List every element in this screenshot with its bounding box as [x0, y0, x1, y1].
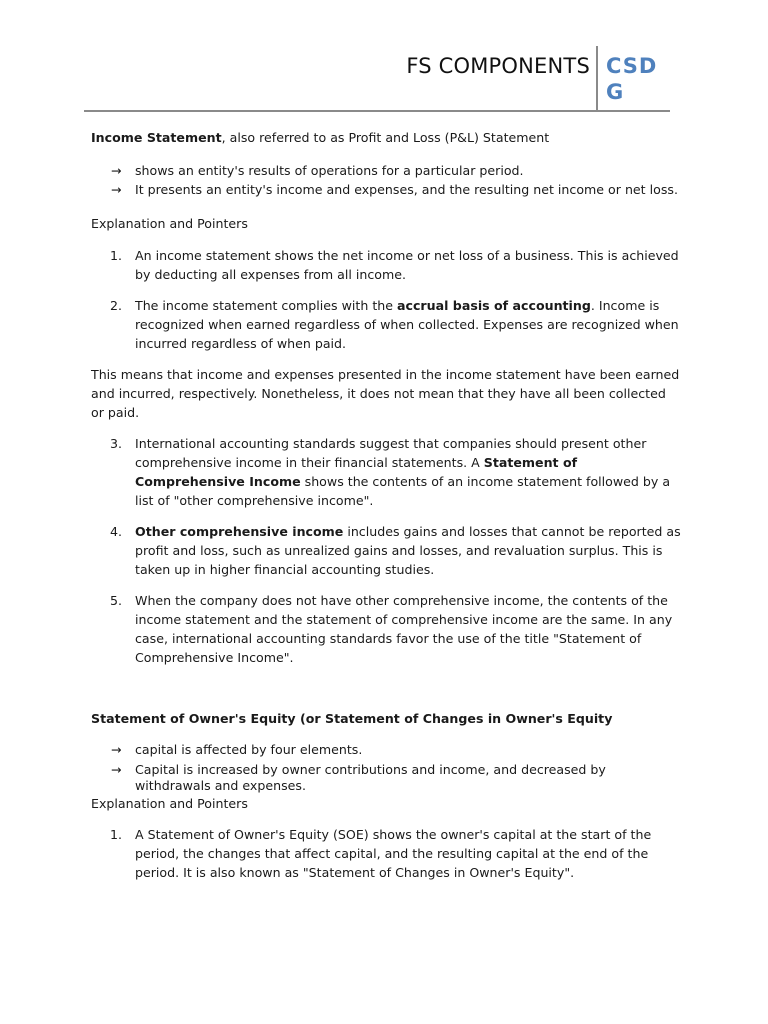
explanation-label: Explanation and Pointers: [91, 216, 248, 231]
bullet-text: shows an entity's results of operations for a particular period.: [135, 163, 524, 178]
item-text-pre: The income statement complies with the: [135, 298, 397, 313]
list-item: [111, 762, 681, 794]
owners-equity-heading: Statement of Owner's Equity (or Statement of Changes in Owner's Equity: [91, 711, 613, 726]
income-statement-term: Income Statement: [91, 130, 222, 145]
bullet-text: Capital is increased by owner contributions and income, and decreased by withdrawals and expenses.: [135, 762, 606, 793]
item-number: 1.: [110, 827, 123, 842]
header-vertical-divider: [596, 46, 598, 112]
item-number: 2.: [110, 298, 123, 313]
list-item: [110, 246, 681, 284]
brand-logo-text: CSDG: [606, 54, 658, 104]
item-number: 1.: [110, 248, 123, 263]
item-text: When the company does not have other comprehensive income, the contents of the income statement and the statement of comprehensive income are the same. In any case, international accounting standards favor the use of the title "Statement of Comprehensive Income".: [135, 593, 673, 665]
item-text-post: shows the contents of an income statement followed by a list of "other comprehensive income".: [135, 474, 671, 508]
body-paragraph: This means that income and expenses presented in the income statement have been earned and incurred, respectively. Nonetheless, it does not mean that they have all been collected or paid.: [91, 367, 680, 420]
list-item: [111, 161, 681, 180]
list-item: [110, 825, 681, 882]
owners-equity-bullets: [91, 741, 681, 794]
income-statement-heading: [91, 128, 681, 147]
pointers-list-2: [91, 434, 681, 667]
arrow-icon: →: [111, 182, 122, 197]
arrow-icon: →: [111, 742, 122, 757]
list-item: [110, 296, 681, 353]
page-header: [84, 46, 670, 112]
list-item: [111, 180, 681, 199]
item-text-post: . Income is recognized when earned regardless of when collected. Expenses are recognized when incurred regardless of when paid.: [135, 298, 679, 351]
explanation-label: Explanation and Pointers: [91, 796, 248, 811]
arrow-icon: →: [111, 762, 122, 777]
bullet-text: It presents an entity's income and expenses, and the resulting net income or net loss.: [135, 182, 678, 197]
income-statement-heading-rest: , also referred to as Profit and Loss (P&L) Statement: [221, 130, 550, 145]
document-body: [91, 127, 681, 882]
item-text: A Statement of Owner's Equity (SOE) shows the owner's capital at the start of the period, the changes that affect capital, and the resulting capital at the end of the period. It is also known as "Statement of Changes in Owner's Equity".: [135, 827, 652, 880]
comprehensive-income-term: Statement of Comprehensive Income: [135, 455, 578, 489]
item-text-post: includes gains and losses that cannot be reported as profit and loss, such as unrealized gains and losses, and revaluation surplus. This is taken up in higher financial accounting studies.: [135, 524, 681, 577]
pointers-list-3: [91, 825, 681, 882]
item-text-pre: International accounting standards suggest that companies should present other comprehensive income in their financial statements. A: [135, 436, 647, 470]
list-item: [111, 741, 681, 759]
item-number: 5.: [110, 593, 123, 608]
header-horizontal-divider: [84, 110, 670, 112]
list-item: [110, 522, 681, 579]
oci-term: Other comprehensive income: [135, 524, 344, 539]
list-item: [110, 434, 681, 510]
accrual-basis-term: accrual basis of accounting: [397, 298, 591, 313]
item-number: 4.: [110, 524, 123, 539]
bullet-text: capital is affected by four elements.: [135, 742, 363, 757]
item-number: 3.: [110, 436, 123, 451]
pointers-list-1: [91, 246, 681, 353]
item-text: An income statement shows the net income or net loss of a business. This is achieved by deducting all expenses from all income.: [135, 248, 679, 282]
list-item: [110, 591, 681, 667]
arrow-icon: →: [111, 163, 122, 178]
page-title: FS COMPONENTS: [406, 54, 590, 78]
income-statement-bullets: [91, 161, 681, 199]
